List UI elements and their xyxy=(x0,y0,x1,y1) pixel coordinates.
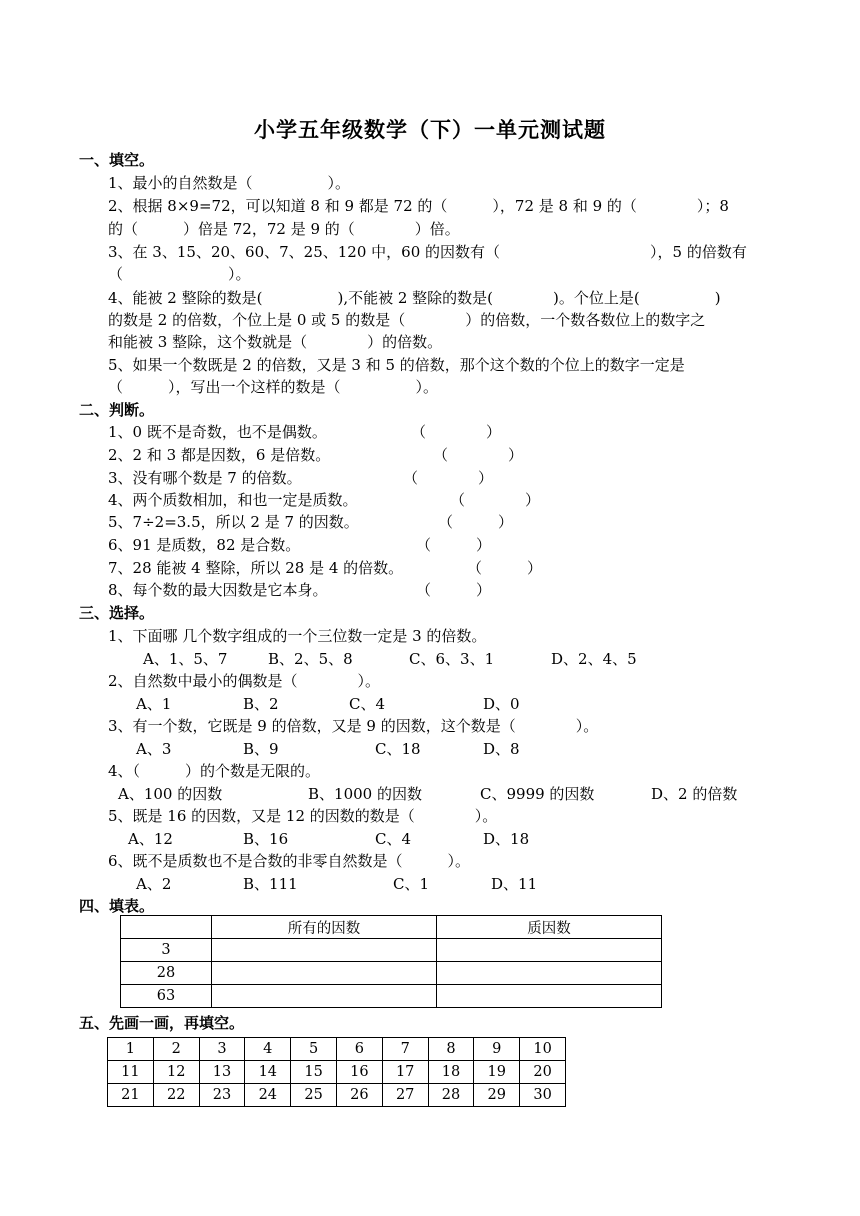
number-cell: 10 xyxy=(520,1038,566,1061)
choice-3-option-b: B、9 xyxy=(243,740,279,758)
number-cell: 27 xyxy=(382,1084,428,1107)
number-cell: 8 xyxy=(428,1038,474,1061)
judge-item-8: 8、每个数的最大因数是它本身。 xyxy=(108,581,328,599)
section-heading-table: 四、填表。 xyxy=(79,897,155,915)
number-cell: 28 xyxy=(428,1084,474,1107)
judge-item-3: 3、没有哪个数是 7 的倍数。 xyxy=(108,469,302,487)
choice-2-option-c: C、4 xyxy=(349,695,386,713)
table-row xyxy=(121,962,662,985)
choice-4-option-b: B、1000 的因数 xyxy=(308,785,422,803)
section-heading-fill: 一、填空。 xyxy=(79,151,155,169)
judge-item-7: 7、28 能被 4 整除，所以 28 是 4 的倍数。 xyxy=(108,559,404,577)
number-cell: 7 xyxy=(382,1038,428,1061)
choice-4-option-c: C、9999 的因数 xyxy=(480,785,595,803)
number-cell: 3 xyxy=(199,1038,245,1061)
factor-table-answer-cell[interactable] xyxy=(437,939,662,962)
factor-table-answer-cell[interactable] xyxy=(437,985,662,1008)
judge-item-4: 4、两个质数相加，和也一定是质数。 xyxy=(108,491,358,509)
choice-5-option-a: A、12 xyxy=(128,830,173,848)
choice-1-option-c: C、6、3、1 xyxy=(409,650,495,668)
number-cell: 22 xyxy=(153,1084,199,1107)
fill-question-2-line-2: 的（ ）倍是 72，72 是 9 的（ ）倍。 xyxy=(108,220,460,238)
choice-question-3: 3、有一个数，它既是 9 的倍数，又是 9 的因数，这个数是（ ）。 xyxy=(108,717,599,735)
choice-question-1: 1、下面哪 几个数字组成的一个三位数一定是 3 的倍数。 xyxy=(108,627,487,645)
table-row xyxy=(108,1038,566,1061)
factor-table-number: 28 xyxy=(121,962,212,985)
number-cell: 16 xyxy=(336,1061,382,1084)
section-heading-draw: 五、先画一画，再填空。 xyxy=(79,1014,245,1032)
choice-4-option-d: D、2 的倍数 xyxy=(651,785,738,803)
factor-table-answer-cell[interactable] xyxy=(212,962,437,985)
factor-table xyxy=(120,915,662,1008)
judge-blank-8: （ ） xyxy=(416,581,492,599)
choice-1-option-a: A、1、5、7 xyxy=(143,650,228,668)
number-cell: 6 xyxy=(336,1038,382,1061)
number-cell: 5 xyxy=(291,1038,337,1061)
choice-2-option-b: B、2 xyxy=(243,695,279,713)
judge-blank-6: （ ） xyxy=(416,536,492,554)
section-heading-judge: 二、判断。 xyxy=(79,401,155,419)
number-cell: 29 xyxy=(474,1084,520,1107)
number-grid xyxy=(107,1037,566,1107)
number-cell: 15 xyxy=(291,1061,337,1084)
number-cell: 17 xyxy=(382,1061,428,1084)
choice-2-option-a: A、1 xyxy=(136,695,172,713)
choice-5-option-d: D、18 xyxy=(483,830,530,848)
number-cell: 19 xyxy=(474,1061,520,1084)
fill-question-4-line-1: 4、能被 2 整除的数是( ),不能被 2 整除的数是( )。个位上是( ) xyxy=(108,289,721,307)
factor-table-header-row xyxy=(121,916,662,939)
factor-table-answer-cell[interactable] xyxy=(437,962,662,985)
choice-6-option-a: A、2 xyxy=(136,875,172,893)
fill-question-4-line-3: 和能被 3 整除，这个数就是（ ）的倍数。 xyxy=(108,333,443,351)
fill-question-5-line-1: 5、如果一个数既是 2 的倍数，又是 3 和 5 的倍数，那个这个数的个位上的数字一定是 xyxy=(108,356,685,374)
fill-question-3-line-1: 3、在 3、15、20、60、7、25、120 中，60 的因数有（ ），5 的倍数有 xyxy=(108,243,747,261)
number-cell: 2 xyxy=(153,1038,199,1061)
choice-6-option-b: B、111 xyxy=(243,875,298,893)
number-cell: 30 xyxy=(520,1084,566,1107)
factor-table-corner xyxy=(121,916,212,939)
fill-question-1: 1、最小的自然数是（ ）。 xyxy=(108,174,351,192)
number-cell: 25 xyxy=(291,1084,337,1107)
table-row xyxy=(121,939,662,962)
number-cell: 23 xyxy=(199,1084,245,1107)
choice-4-option-a: A、100 的因数 xyxy=(118,785,223,803)
judge-item-2: 2、2 和 3 都是因数，6 是倍数。 xyxy=(108,446,331,464)
table-row xyxy=(108,1061,566,1084)
judge-blank-2: （ ） xyxy=(433,446,524,464)
judge-blank-5: （ ） xyxy=(438,513,514,531)
factor-table-answer-cell[interactable] xyxy=(212,985,437,1008)
choice-3-option-c: C、18 xyxy=(375,740,421,758)
number-cell: 21 xyxy=(108,1084,154,1107)
fill-question-5-line-2: （ ），写出一个这样的数是（ ）。 xyxy=(108,378,439,396)
judge-blank-1: （ ） xyxy=(411,423,502,441)
page-title: 小学五年级数学（下）一单元测试题 xyxy=(254,117,606,142)
choice-question-2: 2、自然数中最小的偶数是（ ）。 xyxy=(108,672,381,690)
choice-3-option-a: A、3 xyxy=(136,740,172,758)
choice-1-option-d: D、2、4、5 xyxy=(551,650,637,668)
number-cell: 12 xyxy=(153,1061,199,1084)
choice-6-option-c: C、1 xyxy=(393,875,430,893)
number-cell: 13 xyxy=(199,1061,245,1084)
judge-blank-3: （ ） xyxy=(403,469,494,487)
factor-table-header-all-factors: 所有的因数 xyxy=(212,916,437,939)
number-cell: 18 xyxy=(428,1061,474,1084)
factor-table-answer-cell[interactable] xyxy=(212,939,437,962)
number-cell: 4 xyxy=(245,1038,291,1061)
fill-question-2-line-1: 2、根据 8×9=72，可以知道 8 和 9 都是 72 的（ ），72 是 8 和 9 的（ ）；8 xyxy=(108,197,729,215)
judge-item-1: 1、0 既不是奇数，也不是偶数。 xyxy=(108,423,327,441)
number-cell: 9 xyxy=(474,1038,520,1061)
choice-3-option-d: D、8 xyxy=(483,740,520,758)
judge-item-6: 6、91 是质数，82 是合数。 xyxy=(108,536,301,554)
factor-table-number: 3 xyxy=(121,939,212,962)
choice-5-option-c: C、4 xyxy=(375,830,412,848)
judge-item-5: 5、7÷2=3.5，所以 2 是 7 的因数。 xyxy=(108,513,359,531)
choice-2-option-d: D、0 xyxy=(483,695,520,713)
choice-question-4: 4、（ ）的个数是无限的。 xyxy=(108,762,321,780)
number-cell: 14 xyxy=(245,1061,291,1084)
factor-table-number: 63 xyxy=(121,985,212,1008)
factor-table-header-prime-factors: 质因数 xyxy=(437,916,662,939)
table-row xyxy=(108,1084,566,1107)
number-cell: 24 xyxy=(245,1084,291,1107)
choice-6-option-d: D、11 xyxy=(491,875,538,893)
table-row xyxy=(121,985,662,1008)
section-heading-choice: 三、选择。 xyxy=(79,604,155,622)
fill-question-4-line-2: 的数是 2 的倍数，个位上是 0 或 5 的数是（ ）的倍数，一个数各数位上的数字之 xyxy=(108,311,706,329)
fill-question-3-line-2: （ ）。 xyxy=(108,265,251,283)
choice-question-6: 6、既不是质数也不是合数的非零自然数是（ ）。 xyxy=(108,852,471,870)
choice-question-5: 5、既是 16 的因数，又是 12 的因数的数是（ ）。 xyxy=(108,807,498,825)
number-cell: 1 xyxy=(108,1038,154,1061)
choice-5-option-b: B、16 xyxy=(243,830,289,848)
number-cell: 20 xyxy=(520,1061,566,1084)
number-cell: 11 xyxy=(108,1061,154,1084)
choice-1-option-b: B、2、5、8 xyxy=(268,650,353,668)
judge-blank-7: （ ） xyxy=(467,559,543,577)
judge-blank-4: （ ） xyxy=(450,491,541,509)
number-cell: 26 xyxy=(336,1084,382,1107)
